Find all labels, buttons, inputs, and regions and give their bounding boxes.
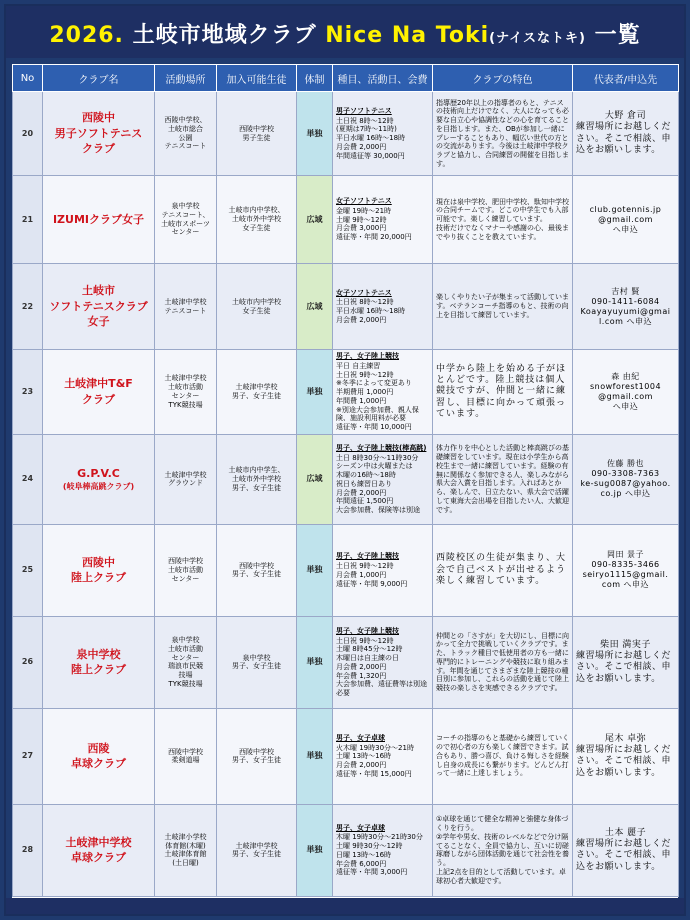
page-title-bar [6, 6, 684, 58]
contact-line: @gmail.com [598, 214, 653, 224]
event-line: 年間遠征 1,500円 [336, 497, 394, 506]
event-line: 大会参加費、遠征費等は別途必要 [336, 680, 427, 697]
place-line: テニスコート [164, 142, 207, 151]
event-line: 年間費 1,000円 [336, 396, 387, 405]
club-name-line: 女子 [87, 315, 110, 329]
club-features [433, 92, 573, 176]
eligible-students [217, 804, 297, 896]
contact-line: com へ申込 [601, 580, 650, 590]
club-type: 単独 [297, 350, 333, 435]
contact-line: 森 由紀 [611, 371, 640, 381]
eligible-line: 男子、女子生徒 [232, 662, 281, 671]
place-line: センター [171, 574, 200, 583]
place-line: センター [171, 391, 200, 400]
events-schedule-fees [333, 708, 433, 804]
table-row [13, 616, 679, 708]
table-row [13, 524, 679, 616]
place-line: テニスコート、 [161, 210, 210, 219]
title-main: 土岐市地域クラブ [132, 23, 326, 48]
feature-line: 指導歴20年以上の指導者のもと、テニスの技術向上だけでなく、大人になっても必要な自立心や協調性などの心を育てることを目指します。また、OBが参加し一緒にプレーすることもあり、幅広い世代の方との交流があります。今後は土岐津中学校クラブと協力し、合同練習の開催を目指します。 [436, 98, 569, 168]
eligible-line: 西陵中学校 [239, 124, 274, 133]
event-line: 木曜の16時〜18時 [336, 471, 396, 479]
event-line: ※冬季によって変更あり [336, 379, 412, 388]
events-schedule-fees [333, 804, 433, 896]
club-name [43, 434, 155, 524]
club-name-line: ソフトテニスクラブ [49, 299, 148, 313]
event-line: 祝日も練習日あり [336, 479, 392, 488]
event-line: 土日祝 9時〜12時 [336, 370, 394, 379]
place-line: 公園 [178, 133, 193, 142]
place-line: 瑞浪市民競 [168, 662, 203, 671]
activity-place [155, 804, 217, 896]
contact-line: 090-8335-3466 [591, 560, 660, 570]
row-number: 20 [13, 92, 43, 176]
row-number: 28 [13, 804, 43, 896]
eligible-line: 男子、女子生徒 [232, 756, 281, 765]
activity-place [155, 524, 217, 616]
event-line: (夏期は7時〜11時) [336, 125, 397, 134]
feature-line: ①卓球を通じて健全な精神と強健な身体づくりを行う。 [436, 815, 569, 832]
place-line: 泉中学校 [171, 636, 200, 644]
contact-line: 練習場所にお越しください。そこで相談、申込をお願いします。 [576, 122, 672, 155]
event-heading: 男子、女子陸上競技 [336, 552, 399, 561]
club-name-line: 土岐市 [82, 284, 115, 298]
place-line: グラウンド [168, 479, 203, 488]
header-events: 種目、活動日、会費 [333, 65, 433, 92]
eligible-students [217, 350, 297, 435]
table-row [13, 708, 679, 804]
footer-bar [6, 898, 684, 914]
event-heading: 女子ソフトテニス [336, 288, 392, 297]
header-eligible: 加入可能生徒 [217, 65, 297, 92]
representative-contact [573, 92, 679, 176]
club-name [43, 616, 155, 708]
place-line: 西陵中学校 [168, 747, 203, 756]
header-representative: 代表者/申込先 [573, 65, 679, 92]
event-heading: 女子ソフトテニス [336, 197, 392, 206]
header-club-name: クラブ名 [43, 65, 155, 92]
club-name-line: 陸上クラブ [71, 663, 126, 677]
row-number: 21 [13, 176, 43, 264]
title-reading: (ナイスなトキ) [489, 31, 586, 46]
contact-line: Koayayuyumi@gmai [580, 306, 671, 316]
event-line: 年会費 1,320円 [336, 671, 387, 680]
table-row [13, 264, 679, 350]
event-line: 月会費 2,000円 [336, 488, 387, 497]
header-place: 活動場所 [155, 65, 217, 92]
club-features [433, 524, 573, 616]
contact-line: へ申込 [612, 401, 639, 411]
place-line: 土岐市活動 [168, 565, 203, 574]
club-name [43, 176, 155, 264]
contact-line: 大野 倉司 [604, 111, 647, 121]
eligible-students [217, 264, 297, 350]
club-features [433, 350, 573, 435]
event-heading: 男子、女子卓球 [336, 823, 385, 832]
event-line: ※別途大会参加費、親人保険、施設利用料が必要 [336, 405, 419, 423]
place-line: 土岐津中学校 [164, 297, 207, 306]
eligible-students [217, 92, 297, 176]
place-line: 柔剣道場 [171, 756, 200, 765]
club-name-line: クラブ [82, 142, 115, 156]
event-line: 平日水曜 16時〜18時 [336, 307, 406, 315]
event-line: 月会費 2,000円 [336, 142, 387, 151]
event-line: 遠征等・年間 9,000円 [336, 579, 408, 588]
event-line: 金曜 19時〜21時 [336, 206, 392, 215]
event-line: 火木曜 19時30分〜21時 [336, 743, 414, 752]
event-heading: 男子、女子陸上競技(棒高跳) [336, 443, 427, 452]
event-line: 年間遠征等 30,000円 [336, 151, 405, 160]
contact-line: 尾木 卓弥 [604, 733, 647, 744]
activity-place [155, 434, 217, 524]
row-number: 27 [13, 708, 43, 804]
contact-line: 090-1411-6084 [591, 296, 660, 306]
eligible-line: 土岐市内中学校 [232, 297, 281, 306]
event-line: 月会費 2,000円 [336, 761, 387, 770]
place-line: 技場 [178, 671, 193, 679]
club-name [43, 524, 155, 616]
event-line: 日曜 13時〜16時 [336, 850, 392, 859]
eligible-line: 泉中学校 [242, 653, 271, 662]
event-heading: 男子、女子陸上競技 [336, 626, 399, 635]
eligible-line: 男子、女子生徒 [232, 850, 281, 859]
club-features [433, 176, 573, 264]
event-line: 土曜 8時45分〜12時 [336, 645, 403, 654]
event-line: 月会費 2,000円 [336, 662, 387, 671]
place-line: 土岐津体育館 [164, 850, 207, 859]
eligible-line: 土岐市内中学生、 [228, 466, 285, 475]
feature-line: ②学年や男女、技術のレベルなどで分け隔てることなく、全員で協力し、互いに切磋琢磨しながら団体活動を通じて社会性を養う。 [436, 832, 569, 867]
representative-contact [573, 804, 679, 896]
feature-line: 中学から陸上を始める子がほとんどです。陸上競技は個人競技ですが、仲間と一緒に練習し、目標に向かって頑張っています。 [436, 363, 567, 419]
eligible-students [217, 708, 297, 804]
title-suffix: 一覧 [585, 23, 641, 48]
club-name-line: 男子ソフトテニス [54, 126, 143, 140]
event-line: 大会参加費、保険等は別途 [336, 506, 420, 514]
activity-place [155, 708, 217, 804]
title-year: 2026. [49, 23, 124, 48]
event-line: シーズン中は火曜または [336, 462, 413, 471]
club-name-line: クラブ [82, 392, 115, 406]
eligible-line: 土岐市外中学校 [232, 474, 281, 483]
club-features [433, 616, 573, 708]
row-number: 25 [13, 524, 43, 616]
club-name-line: G.P.V.C [77, 466, 120, 480]
club-type: 広域 [297, 264, 333, 350]
event-line: 平日 自主練習 [336, 361, 381, 370]
feature-line: 仲間との「さすが」を大切にし、目標に向かって全力で挑戦していくクラブです。また、トラック種目で低使用者の方も一緒に専門的にトレーニングや競技に取り組みます。年間を通じてさまざまな陸上競技の種目別に参加し、これらの活動を通じて陸上競技の楽しさを実感できるクラブです。 [436, 631, 569, 693]
club-name-line: 卓球クラブ [71, 851, 126, 865]
page [4, 4, 686, 916]
eligible-line: 男子生徒 [242, 133, 271, 142]
club-name-line: IZUMIクラブ女子 [52, 212, 145, 226]
event-line: 遠征等・年間 20,000円 [336, 233, 412, 242]
representative-contact [573, 176, 679, 264]
club-name [43, 350, 155, 435]
contact-line: co.jp へ申込 [600, 489, 651, 499]
club-features [433, 804, 573, 896]
table-body [13, 92, 679, 897]
club-features [433, 434, 573, 524]
feature-line: 西陵校区の生徒が集まり、大会で自己ベストが出せるよう楽しく練習しています。 [436, 553, 567, 586]
club-table-wrap [12, 64, 678, 902]
title-brand: Nice Na Toki [325, 23, 490, 48]
eligible-line: 女子生徒 [242, 223, 271, 232]
events-schedule-fees [333, 350, 433, 435]
eligible-line: 男子、女子生徒 [232, 391, 281, 400]
contact-line: l.com へ申込 [599, 316, 652, 326]
contact-line: へ申込 [612, 224, 639, 234]
contact-line: 090-3308-7363 [591, 469, 660, 479]
representative-contact [573, 264, 679, 350]
event-line: 木曜日は自主練の日 [336, 654, 399, 662]
event-line: 遠征等・年間 3,000円 [336, 868, 408, 877]
club-name-line: 陸上クラブ [71, 571, 126, 585]
eligible-line: 女子生徒 [242, 306, 271, 315]
club-name [43, 804, 155, 896]
activity-place [155, 350, 217, 435]
club-name-line: 土岐津中学校 [65, 835, 132, 849]
club-features [433, 264, 573, 350]
event-line: 月会費 2,000円 [336, 315, 387, 324]
representative-contact [573, 616, 679, 708]
page-title [6, 18, 684, 49]
club-name-line: 卓球クラブ [71, 757, 126, 771]
club-name-line: 泉中学校 [76, 647, 121, 661]
contact-line: 佐藤 勝也 [606, 459, 645, 469]
table-row [13, 176, 679, 264]
event-line: 土曜 9時30分〜12時 [336, 842, 403, 850]
event-line: 月会費 3,000円 [336, 224, 387, 233]
contact-line: 岡田 景子 [606, 550, 645, 560]
events-schedule-fees [333, 616, 433, 708]
event-line: 月会費 1,000円 [336, 570, 387, 579]
activity-place [155, 616, 217, 708]
contact-line: 土本 麗子 [604, 827, 647, 838]
event-line: 土日祝 8時〜12時 [336, 116, 394, 125]
contact-line: 練習場所にお越しください。そこで相談、申込をお願いします。 [576, 651, 672, 684]
place-line: センター [171, 653, 200, 662]
place-line: TYK競技場 [168, 400, 203, 409]
event-line: 土曜 9時〜12時 [336, 215, 387, 224]
event-line: 土日祝 9時〜12時 [336, 636, 394, 645]
place-line: 土岐津小学校 [164, 832, 207, 841]
club-type: 単独 [297, 708, 333, 804]
club-name-line: (岐阜棒高跳クラブ) [62, 482, 135, 492]
place-line: テニスコート [164, 306, 207, 315]
club-type: 単独 [297, 524, 333, 616]
feature-line: 現在は泉中学校、肥田中学校、駄知中学校の合同チームです。どこの中学生でも入部可能です。楽しく練習しています。 [436, 197, 569, 224]
representative-contact [573, 350, 679, 435]
header-type: 体制 [297, 65, 333, 92]
club-features [433, 708, 573, 804]
feature-line: 体力作りを中心とした活動と棒高跳びの基礎練習をしています。現在は小学生から高校生まで一緒に練習しています。経験の有無に関係なく参加できる人、楽しみながら県大会入賞を目指します。入ればあとから、楽しんで、日立たない、県大会で活躍して東海大会出場を目指したい人、大歓迎です。 [436, 444, 569, 514]
event-line: 遠征等・年間 10,000円 [336, 423, 412, 431]
event-heading: 男子、女子陸上競技 [336, 352, 399, 360]
club-name [43, 708, 155, 804]
contact-line: seiryo1115@gmail. [582, 570, 669, 580]
feature-line: 技術だけでなくマナーや感謝の心、最後までやり抜くことを教えています。 [436, 223, 569, 241]
eligible-line: 男子、女子生徒 [232, 483, 281, 492]
club-name-line: 西陵 [87, 741, 110, 755]
table-row [13, 434, 679, 524]
events-schedule-fees [333, 524, 433, 616]
eligible-line: 西陵中学校 [239, 747, 274, 756]
place-line: センター [171, 228, 200, 237]
place-line: 土岐市活動 [168, 383, 203, 392]
event-line: 土曜 13時〜16時 [336, 752, 392, 761]
events-schedule-fees [333, 92, 433, 176]
activity-place [155, 176, 217, 264]
event-line: 土日祝 8時〜12時 [336, 298, 394, 307]
club-table [12, 64, 679, 897]
feature-line: コーチの指導のもと基礎から練習していくので初心者の方も楽しく練習できます。試合もあり、勝つ喜び、負ける悔しさを経験し自身の成長にも繋がります。どんどん打って一緒に上達しましょう。 [436, 734, 569, 778]
activity-place [155, 264, 217, 350]
header-features: クラブの特色 [433, 65, 573, 92]
event-line: 平日水曜 16時〜18時 [336, 134, 406, 142]
event-line: 遠征等・年間 15,000円 [336, 769, 412, 778]
event-line: 半期費用 1,000円 [336, 388, 394, 396]
place-line: 土岐市活動 [168, 644, 203, 653]
place-line: 泉中学校 [171, 202, 200, 210]
events-schedule-fees [333, 264, 433, 350]
eligible-line: 土岐津中学校 [235, 383, 278, 392]
event-line: 土日 8時30分〜11時30分 [336, 453, 419, 462]
event-line: 木曜 19時30分〜21時30分 [336, 833, 423, 842]
representative-contact [573, 708, 679, 804]
table-header [13, 65, 679, 92]
place-line: 土岐津中学校 [164, 470, 207, 479]
contact-line: 柴田 満実子 [600, 639, 651, 650]
club-type: 広域 [297, 434, 333, 524]
event-line: 年会費 6,000円 [336, 859, 387, 868]
table-row [13, 804, 679, 896]
club-name-line: 西陵中 [82, 111, 115, 125]
place-line: 西陵中学校 [168, 557, 203, 566]
event-heading: 男子ソフトテニス [336, 106, 392, 115]
table-row [13, 350, 679, 435]
eligible-line: 土岐市外中学校 [232, 215, 281, 224]
row-number: 26 [13, 616, 43, 708]
club-name [43, 264, 155, 350]
place-line: (土日曜) [172, 859, 199, 867]
place-line: 西陵中学校、 [164, 116, 207, 124]
events-schedule-fees [333, 434, 433, 524]
place-line: 土岐市総合 [168, 124, 203, 133]
place-line: 土岐市スポーツ [161, 219, 210, 228]
contact-line: 練習場所にお越しください。そこで相談、申込をお願いします。 [576, 839, 672, 872]
representative-contact [573, 434, 679, 524]
header-no: No [13, 65, 43, 92]
place-line: 土岐津中学校 [164, 374, 207, 383]
club-name-line: 西陵中 [82, 555, 115, 569]
place-line: TYK競技場 [168, 679, 203, 688]
row-number: 22 [13, 264, 43, 350]
feature-line: 楽しくやりたい子が集まって活動しています。ベテランコーチ指導のもと、技術の向上を目指して練習しています。 [436, 293, 569, 319]
contact-line: 練習場所にお越しください。そこで相談、申込をお願いします。 [576, 745, 672, 778]
club-type: 単独 [297, 804, 333, 896]
contact-line: club.gotennis.jp [589, 204, 662, 214]
eligible-students [217, 176, 297, 264]
table-row [13, 92, 679, 176]
events-schedule-fees [333, 176, 433, 264]
club-type: 単独 [297, 616, 333, 708]
club-type: 広域 [297, 176, 333, 264]
representative-contact [573, 524, 679, 616]
club-name-line: 土岐津中T&F [64, 377, 133, 391]
eligible-students [217, 524, 297, 616]
activity-place [155, 92, 217, 176]
event-line: 土日祝 9時〜12時 [336, 562, 394, 570]
eligible-line: 土岐市内中学校、 [228, 206, 285, 215]
club-name [43, 92, 155, 176]
eligible-line: 西陵中学校 [239, 561, 274, 570]
contact-line: 吉村 賢 [611, 286, 640, 296]
event-heading: 男子、女子卓球 [336, 733, 385, 742]
row-number: 24 [13, 434, 43, 524]
club-type: 単独 [297, 92, 333, 176]
eligible-students [217, 434, 297, 524]
row-number: 23 [13, 350, 43, 435]
eligible-students [217, 616, 297, 708]
contact-line: ke-sug0087@yahoo. [580, 479, 671, 489]
feature-line: 上記2点を目的として活動しています。卓球初心者大歓迎です。 [436, 867, 566, 885]
contact-line: snowforest1004 [589, 381, 662, 391]
place-line: 体育館(木曜) [165, 841, 206, 850]
eligible-line: 男子、女子生徒 [232, 570, 281, 579]
contact-line: @gmail.com [598, 391, 653, 401]
eligible-line: 土岐津中学校 [235, 841, 278, 850]
